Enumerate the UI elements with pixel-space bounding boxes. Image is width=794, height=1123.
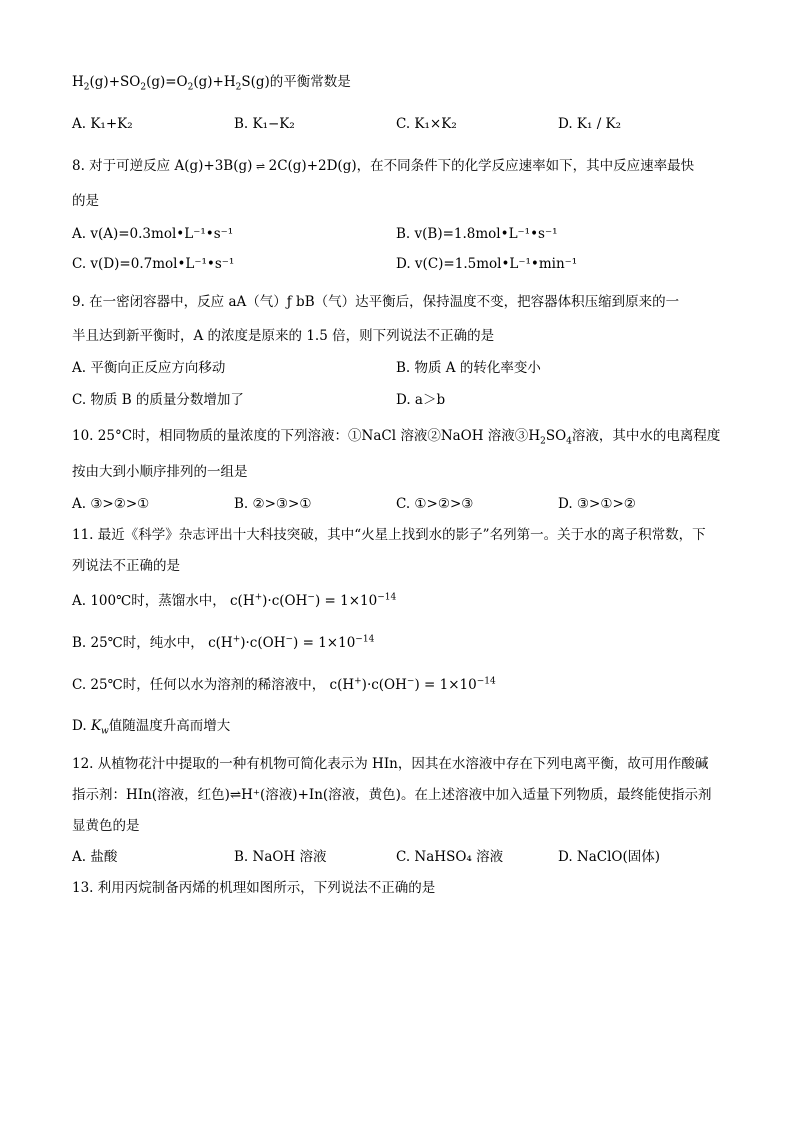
- q7-option-d: D. K₁ / K₂: [558, 116, 622, 132]
- kw-symbol: $K_w$: [90, 718, 109, 737]
- q8-stem-line1: [72, 156, 694, 177]
- q9-stem-line2: 半且达到新平衡时，A 的浓度是原来的 1.5 倍，则下列说法不正确的是: [72, 328, 495, 344]
- q7-equation-line: [72, 72, 351, 92]
- q11-option-d-text: 值随温度升高而增大: [108, 718, 231, 734]
- equilibrium-arrow-icon: ⇌: [252, 160, 269, 173]
- q7-option-c: C. K₁×K₂: [396, 116, 457, 132]
- q10-option-a: A. ③>②>①: [72, 496, 150, 512]
- q8-option-c: C. v(D)=0.7mol•L⁻¹•s⁻¹: [72, 256, 235, 272]
- q11-option-d-label: D.: [72, 718, 87, 734]
- q8-stem-line2: 的是: [72, 193, 99, 209]
- q12-option-a: A. 盐酸: [72, 849, 118, 865]
- q10-option-c: C. ①>②>③: [396, 496, 474, 512]
- q11-option-b-formula: $c(H^+)\cdot c(OH^-) = 1\times 10^{-14}$: [208, 634, 375, 651]
- q12-option-d: D. NaClO(固体): [558, 849, 661, 865]
- q7-option-a: A. K₁+K₂: [72, 116, 133, 132]
- q12-option-c: C. NaHSO₄ 溶液: [396, 849, 504, 865]
- q9-option-b: B. 物质 A 的转化率变小: [396, 360, 541, 376]
- q7-option-b: B. K₁−K₂: [234, 116, 295, 132]
- q11-option-b-text: B. 25℃时，纯水中，: [72, 635, 204, 651]
- q12-stem-line2: 指示剂：HIn(溶液，红色)⇌H⁺(溶液)+In(溶液，黄色)。在上述溶液中加入适量下列物质，最终能使指示剂: [72, 787, 712, 803]
- q11-option-b: [72, 633, 374, 653]
- q12-stem-line3: 显黄色的是: [72, 818, 140, 834]
- q10-stem-line1: [72, 426, 720, 446]
- q9-option-d: D. a＞b: [396, 392, 446, 408]
- q12-option-b: B. NaOH 溶液: [234, 849, 327, 865]
- q13-stem-line1: 13. 利用丙烷制备丙烯的机理如图所示，下列说法不正确的是: [72, 880, 436, 896]
- q10-h2so4: $H_2SO_4$: [528, 428, 572, 447]
- q10-option-d: D. ③>①>②: [558, 496, 636, 512]
- q8-option-b: B. v(B)=1.8mol•L⁻¹•s⁻¹: [396, 226, 558, 242]
- q11-stem-line1: 11. 最近《科学》杂志评出十大科技突破，其中“火星上找到水的影子”名列第一。关于水的离子积常数，下: [72, 527, 706, 543]
- q7-equation: $H_2(g)+SO_2(g)=O_2(g)+H_2S(g)$: [72, 74, 270, 93]
- q11-option-a-formula: $c(H^+)\cdot c(OH^-) = 1\times 10^{-14}$: [230, 592, 397, 609]
- q9-option-a: A. 平衡向正反应方向移动: [72, 360, 226, 376]
- q10-stem-line2: 按由大到小顺序排列的一组是: [72, 464, 248, 480]
- q8-stem-part1: 8. 对于可逆反应 A(g)+3B(g): [72, 158, 253, 174]
- q11-option-a-text: A. 100℃时，蒸馏水中，: [72, 593, 226, 609]
- q11-option-c: [72, 675, 496, 695]
- q8-option-d: D. v(C)=1.5mol•L⁻¹•min⁻¹: [396, 256, 578, 272]
- q8-option-a: A. v(A)=0.3mol•L⁻¹•s⁻¹: [72, 226, 234, 242]
- q9-option-c: C. 物质 B 的质量分数增加了: [72, 392, 244, 408]
- q8-stem-part2: 2C(g)+2D(g)，在不同条件下的化学反应速率如下，其中反应速率最快: [268, 158, 695, 174]
- q7-tail: 的平衡常数是: [269, 74, 351, 90]
- q11-option-a: [72, 591, 396, 611]
- q12-stem-line1: 12. 从植物花汁中提取的一种有机物可简化表示为 HIn，因其在水溶液中存在下列电离平衡，故可用作酸碱: [72, 756, 709, 772]
- q11-stem-line2: 列说法不正确的是: [72, 558, 180, 574]
- q11-option-c-text: C. 25℃时，任何以水为溶剂的稀溶液中，: [72, 677, 326, 693]
- q11-option-d: [72, 716, 230, 736]
- q10-stem-part2: 溶液，其中水的电离程度: [571, 428, 721, 444]
- q9-stem-line1: 9. 在一密闭容器中，反应 aA（气）ƒ bB（气）达平衡后，保持温度不变，把容器体积压缩到原来的一: [72, 294, 680, 310]
- q10-option-b: B. ②>③>①: [234, 496, 312, 512]
- q10-stem-part1: 10. 25°C时，相同物质的量浓度的下列溶液：①NaCl 溶液②NaOH 溶液③: [72, 428, 529, 444]
- q11-option-c-formula: $c(H^+)\cdot c(OH^-) = 1\times 10^{-14}$: [329, 676, 496, 693]
